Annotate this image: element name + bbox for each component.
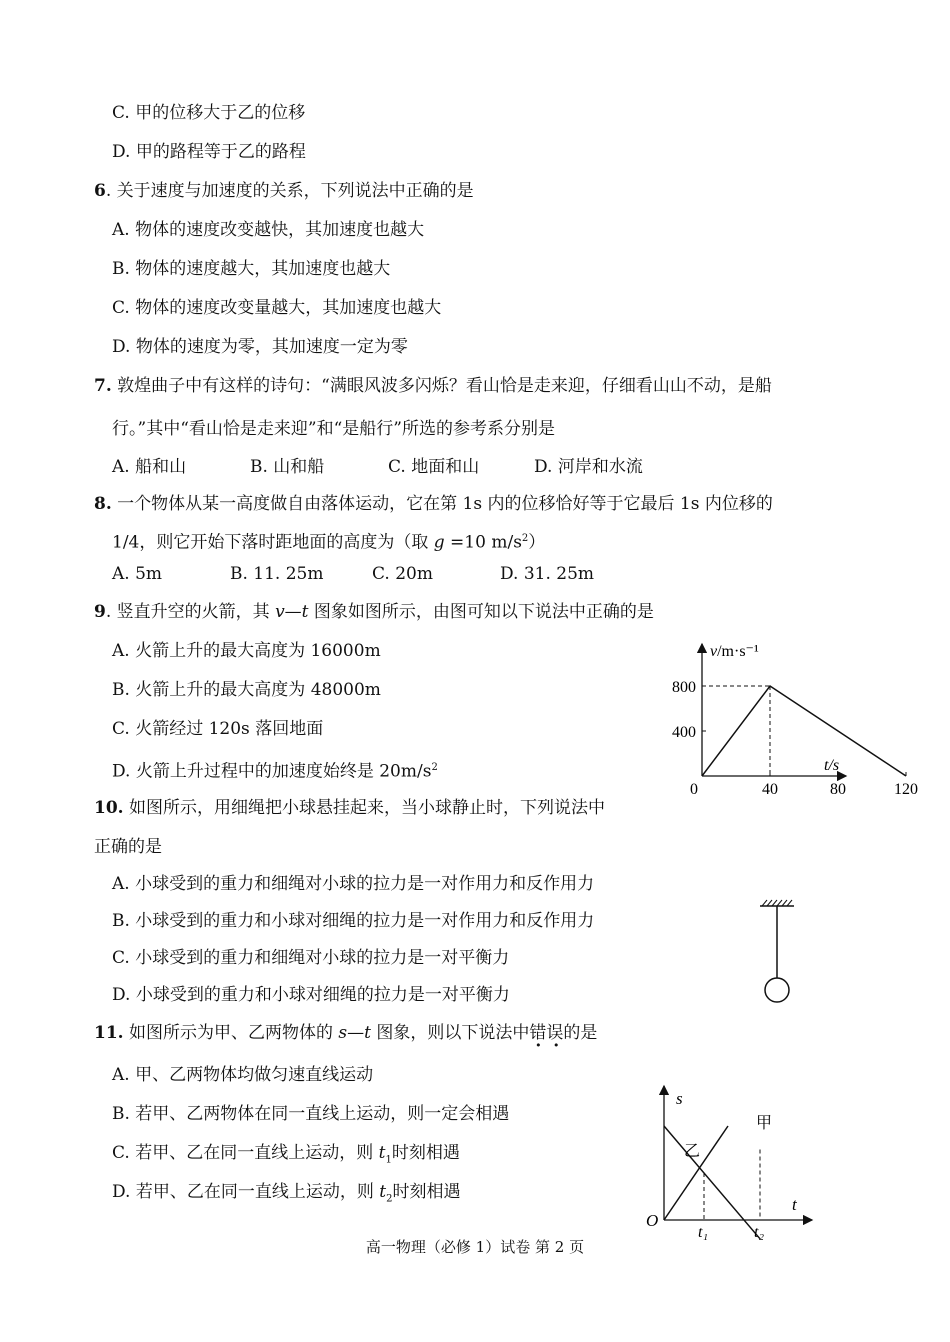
q6-option-b: B. 物体的速度越大，其加速度也越大 (112, 259, 391, 279)
q11-option-d (112, 1181, 460, 1210)
ceiling-hatch (762, 900, 792, 906)
q10-option-a: A. 小球受到的重力和细绳对小球的拉力是一对作用力和反作用力 (112, 874, 595, 894)
q8-option-d: D. 31. 25m (500, 564, 595, 584)
st-t1-label: t₁ (698, 1224, 709, 1241)
q9-number: 9 (94, 602, 106, 622)
vt-x-tick-label: 80 (830, 781, 846, 798)
q7-option-a: A. 船和山 (112, 457, 187, 477)
st-series-jia-label: 甲 (756, 1115, 773, 1132)
q11-s: s (338, 1023, 348, 1043)
q11-option-d-text: D. 若甲、乙在同一直线上运动，则 (112, 1182, 380, 1202)
q6-number: 6 (94, 181, 106, 201)
q8-option-b: B. 11. 25m (230, 564, 324, 584)
q8-text-2a: 1/4，则它开始下落时距地面的高度为（取 (112, 532, 434, 553)
q7-stem-line1 (94, 375, 772, 397)
q11-emphasis: 错误 ·· (529, 1023, 563, 1043)
vt-x-tick-label: 40 (762, 781, 778, 798)
q11-option-d-sub: 2 (386, 1193, 393, 1205)
q9-option-d-sup: 2 (431, 762, 438, 773)
q11-text-c: 的是 (563, 1023, 598, 1043)
q11-option-b: B. 若甲、乙两物体在同一直线上运动，则一定会相遇 (112, 1104, 510, 1124)
q11-option-d-tail: 时刻相遇 (392, 1182, 461, 1202)
q6-option-d: D. 物体的速度为零，其加速度一定为零 (112, 337, 408, 357)
st-y-label: s (676, 1089, 683, 1108)
q9-option-c: C. 火箭经过 120s 落回地面 (112, 719, 324, 739)
q11-option-c (112, 1142, 460, 1171)
vt-series-line (702, 686, 906, 776)
ball (765, 978, 789, 1002)
q9-stem (94, 601, 654, 623)
q9-option-b: B. 火箭上升的最大高度为 48000m (112, 680, 381, 700)
q10-number: 10. (94, 798, 124, 818)
q10-option-b: B. 小球受到的重力和小球对细绳的拉力是一对作用力和反作用力 (112, 911, 595, 931)
q11-dash: — (347, 1023, 365, 1043)
q8-options (112, 563, 594, 585)
q8-sup: 2 (521, 533, 529, 544)
q8-text-2b: =10 m/s (444, 532, 522, 553)
q11-option-c-t: t (378, 1143, 386, 1163)
vt-y-tick-label: 800 (672, 679, 696, 696)
q11-t: t (364, 1023, 371, 1043)
q10-option-c: C. 小球受到的重力和细绳对小球的拉力是一对平衡力 (112, 948, 510, 968)
q9-t: t (301, 602, 309, 622)
q5-option-d: D. 甲的路程等于乙的路程 (112, 142, 306, 162)
st-series-yi (664, 1126, 760, 1239)
q6-text: . 关于速度与加速度的关系，下列说法中正确的是 (105, 181, 474, 201)
q5-option-c: C. 甲的位移大于乙的位移 (112, 103, 306, 123)
q8-text-1: 一个物体从某一高度做自由落体运动，它在第 1s 内的位移恰好等于它最后 1s 内位移的 (111, 494, 773, 514)
q9-option-d (112, 757, 438, 783)
vt-x-tick-label: 0 (690, 781, 698, 798)
q8-text-2c: ） (528, 532, 546, 553)
q11-stem (94, 1022, 597, 1044)
q8-g: g (433, 532, 445, 553)
q10-stem-line2: 正确的是 (94, 837, 162, 857)
q7-options (112, 456, 643, 478)
q9-option-d-text: D. 火箭上升过程中的加速度始终是 20m/s (112, 761, 432, 782)
q8-stem-line2 (112, 528, 545, 554)
q8-option-c: C. 20m (372, 564, 433, 584)
q8-stem-line1 (94, 493, 773, 515)
q11-text-a: 如图所示为甲、乙两物体的 (123, 1023, 339, 1043)
q9-text-b: 图象如图所示，由图可知以下说法中正确的是 (308, 602, 654, 622)
q8-number: 8. (94, 494, 112, 514)
q9-text-a: . 竖直升空的火箭，其 (105, 602, 276, 622)
q7-number: 7. (94, 376, 112, 396)
q9-v: v (275, 602, 285, 622)
q11-option-c-text: C. 若甲、乙在同一直线上运动，则 (112, 1143, 379, 1163)
q6-stem (94, 180, 474, 202)
q6-option-a: A. 物体的速度改变越快，其加速度也越大 (112, 220, 425, 240)
q9-option-a: A. 火箭上升的最大高度为 16000m (112, 641, 381, 661)
q7-option-b: B. 山和船 (250, 457, 325, 477)
q10-text-1: 如图所示，用细绳把小球悬挂起来，当小球静止时，下列说法中 (123, 798, 605, 818)
st-series-yi-label: 乙 (684, 1143, 701, 1160)
st-series-jia (664, 1126, 728, 1220)
q7-stem-line2: 行。”其中“看山恰是走来迎”和“是船行”所选的参考系分别是 (112, 419, 555, 439)
q11-number: 11. (94, 1023, 124, 1043)
q10-stem-line1 (94, 797, 605, 819)
q7-option-d: D. 河岸和水流 (534, 457, 643, 477)
q11-option-c-sub: 1 (385, 1154, 392, 1166)
q9-dash: — (284, 602, 302, 622)
page-footer: 高一物理（必修 1）试卷 第 2 页 (365, 1238, 585, 1256)
vt-y-label: v/m·s⁻¹ (710, 643, 759, 660)
q10-option-d: D. 小球受到的重力和小球对细绳的拉力是一对平衡力 (112, 985, 510, 1005)
q6-option-c: C. 物体的速度改变量越大，其加速度也越大 (112, 298, 442, 318)
q11-option-c-tail: 时刻相遇 (391, 1143, 460, 1163)
st-t2-label: t₂ (754, 1224, 765, 1241)
vt-y-tick-label: 400 (672, 724, 696, 741)
q8-option-a: A. 5m (112, 564, 163, 584)
q11-option-d-t: t (379, 1182, 387, 1202)
vt-x-label: t/s (824, 757, 840, 774)
pendulum-figure (752, 896, 802, 1008)
st-graph (642, 1080, 818, 1246)
vt-x-tick-label: 120 (894, 781, 918, 798)
q7-text-1: 敦煌曲子中有这样的诗句：“满眼风波多闪烁？看山恰是走来迎，仔细看山山不动，是船 (111, 376, 772, 396)
st-x-label: t (792, 1195, 797, 1214)
q7-option-c: C. 地面和山 (388, 457, 480, 477)
q11-option-a: A. 甲、乙两物体均做匀速直线运动 (112, 1065, 374, 1085)
st-origin-label: O (646, 1211, 659, 1230)
q11-text-b: 图象，则以下说法中 (370, 1023, 530, 1043)
vt-graph (660, 636, 918, 802)
